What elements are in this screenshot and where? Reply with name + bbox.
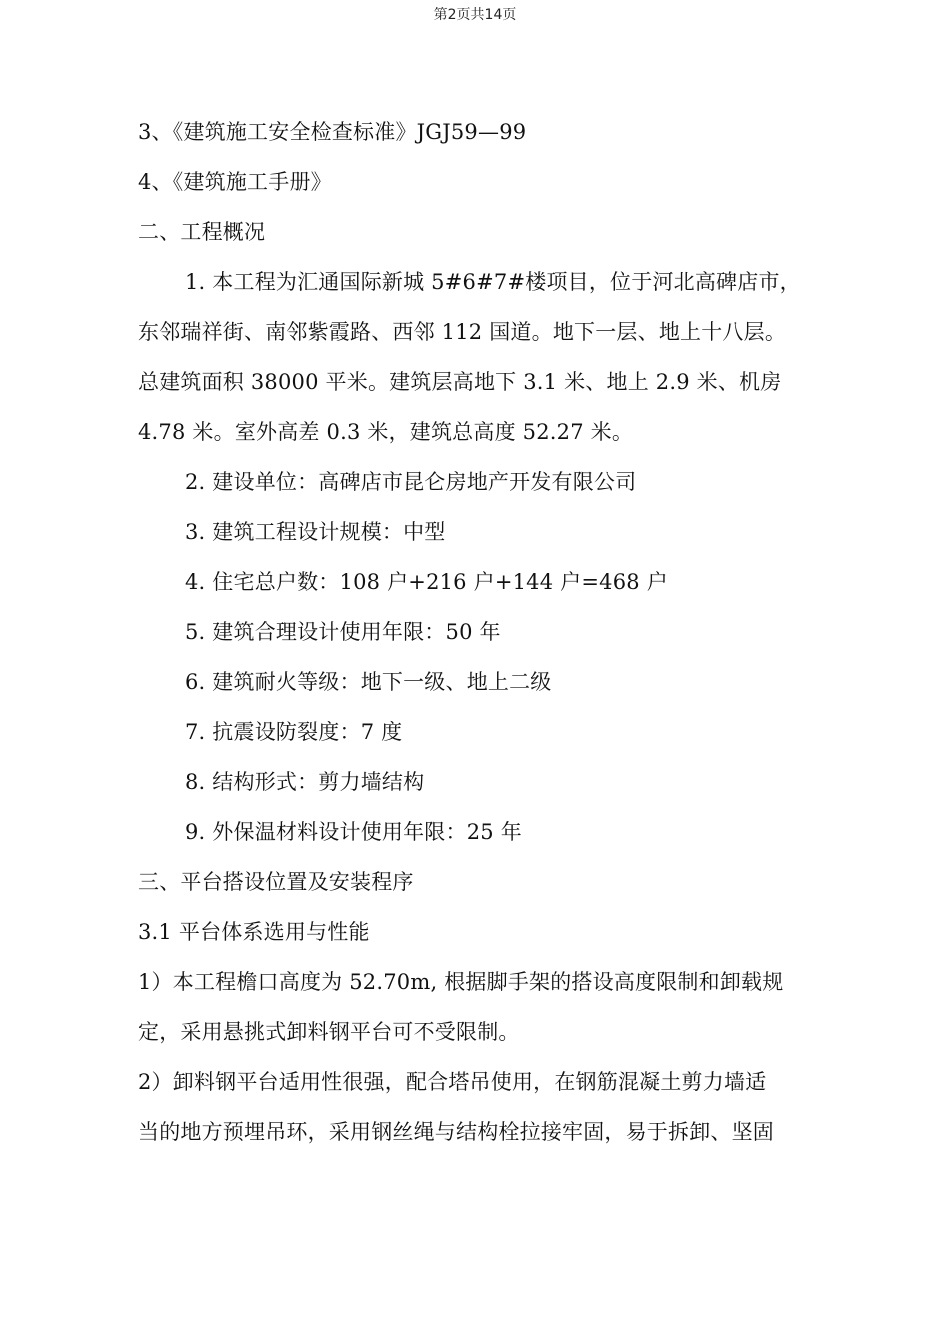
platform-paragraph-2-line-2: 当的地方预埋吊环，采用钢丝绳与结构栓拉接牢固，易于拆卸、坚固	[138, 1120, 774, 1144]
subsection-heading-3-1: 3.1 平台体系选用与性能	[138, 920, 370, 944]
overview-item-5: 5. 建筑合理设计使用年限：50 年	[185, 620, 501, 644]
page-header	[0, 4, 950, 24]
section-heading-3: 三、平台搭设位置及安装程序	[138, 870, 414, 894]
platform-paragraph-2-line-1: 2）卸料钢平台适用性很强，配合塔吊使用，在钢筋混凝土剪力墙适	[138, 1070, 767, 1094]
overview-item-9: 9. 外保温材料设计使用年限：25 年	[185, 820, 522, 844]
section-heading-2: 二、工程概况	[138, 220, 266, 244]
platform-paragraph-1-line-1: 1）本工程檐口高度为 52.70m, 根据脚手架的搭设高度限制和卸载规	[138, 970, 784, 994]
overview-paragraph-line-4: 4.78 米。室外高差 0.3 米，建筑总高度 52.27 米。	[138, 420, 634, 444]
overview-item-7: 7. 抗震设防裂度：7 度	[185, 720, 403, 744]
overview-item-6: 6. 建筑耐火等级：地下一级、地上二级	[185, 670, 552, 694]
platform-paragraph-1-line-2: 定，采用悬挑式卸料钢平台可不受限制。	[138, 1020, 520, 1044]
overview-item-3: 3. 建筑工程设计规模：中型	[185, 520, 446, 544]
overview-item-2: 2. 建设单位：高碑店市昆仑房地产开发有限公司	[185, 470, 637, 494]
overview-paragraph-line-3: 总建筑面积 38000 平米。建筑层高地下 3.1 米、地上 2.9 米、机房	[138, 370, 782, 394]
reference-item-3: 3、《建筑施工安全检查标准》JGJ59—99	[138, 120, 527, 144]
overview-item-4: 4. 住宅总户数：108 户+216 户+144 户=468 户	[185, 570, 668, 594]
page-indicator: 第2页共14页	[433, 7, 517, 23]
overview-item-8: 8. 结构形式：剪力墙结构	[185, 770, 425, 794]
overview-paragraph-line-1: 1. 本工程为汇通国际新城 5#6#7#楼项目，位于河北高碑店市，	[185, 270, 801, 294]
reference-item-4: 4、《建筑施工手册》	[138, 170, 332, 194]
overview-paragraph-line-2: 东邻瑞祥街、南邻紫霞路、西邻 112 国道。地下一层、地上十八层。	[138, 320, 787, 344]
